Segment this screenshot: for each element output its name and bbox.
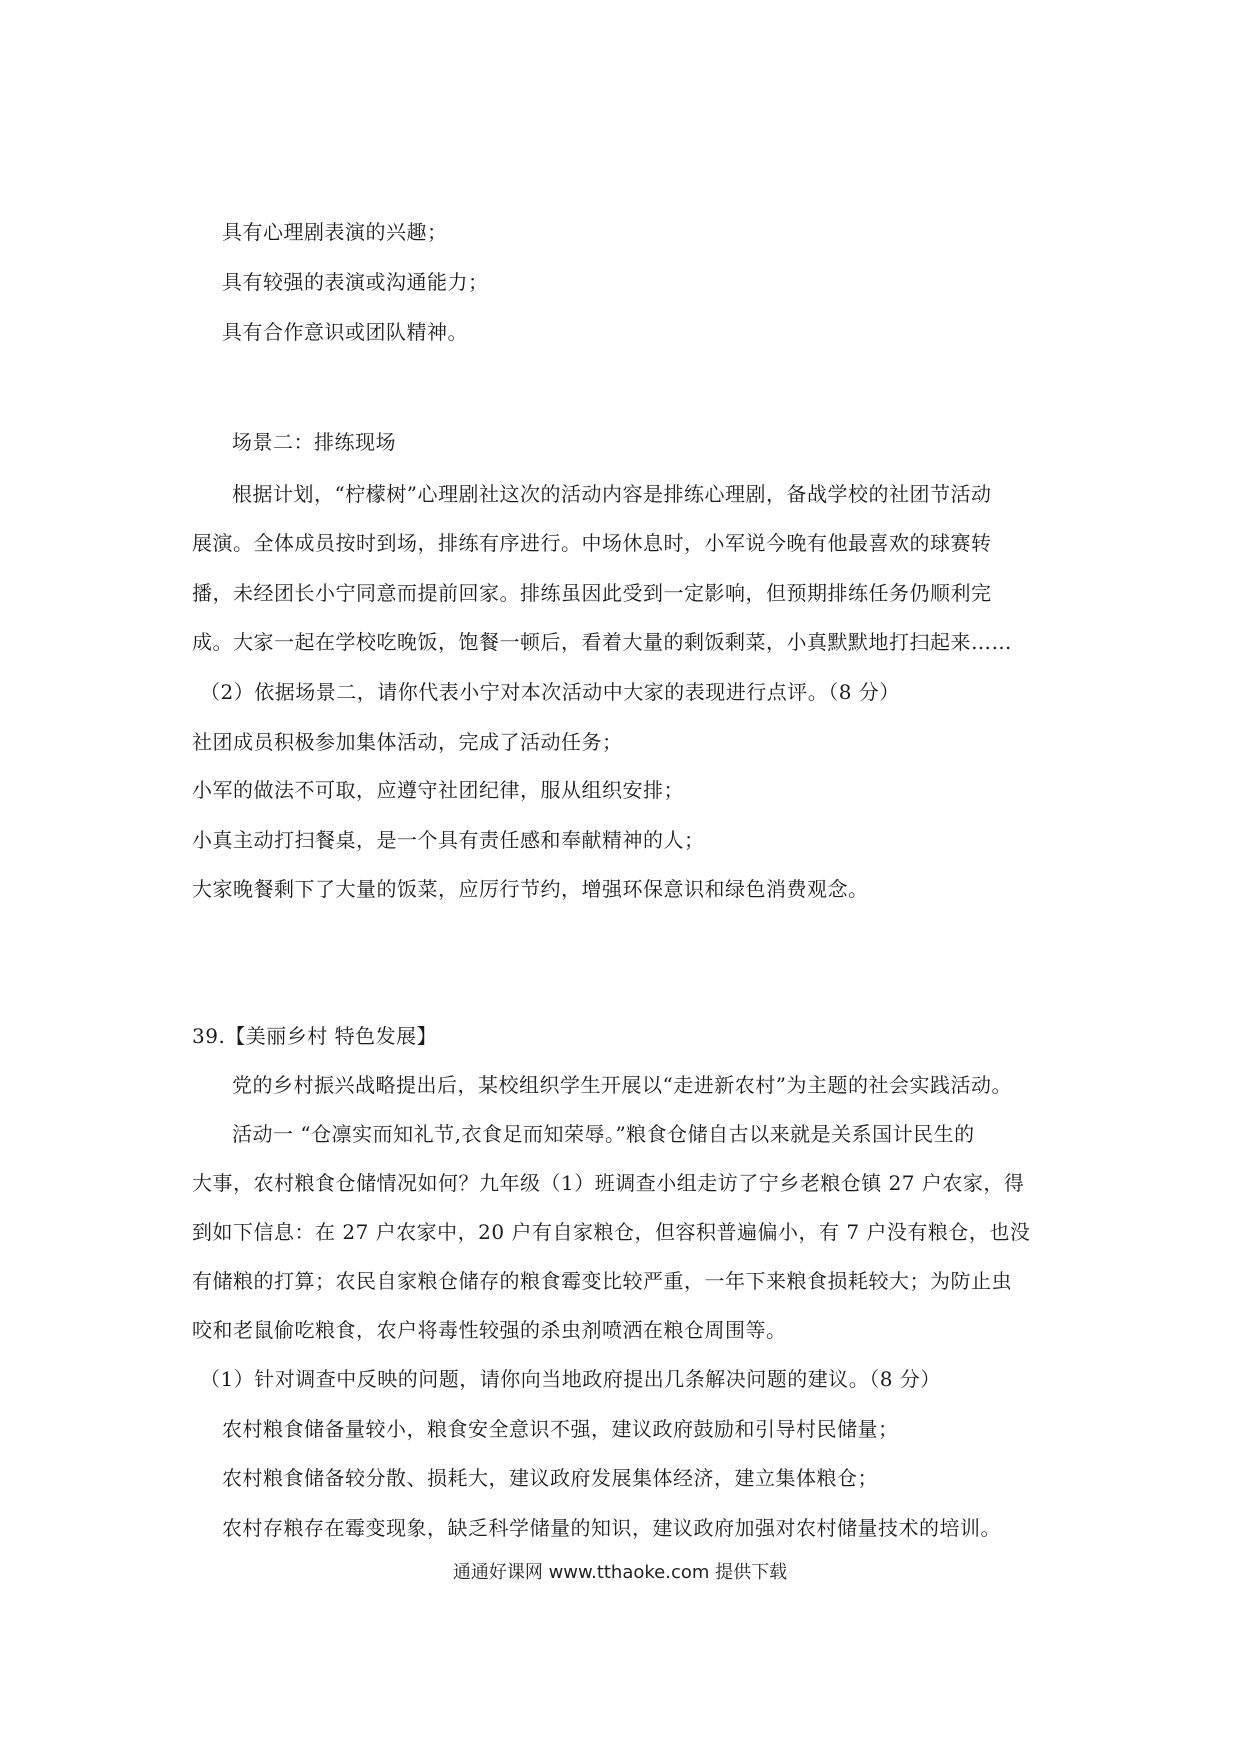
requirement-line: 具有较强的表演或沟通能力； bbox=[222, 270, 489, 294]
question-text: （2）依据场景二，请你代表小宁对本次活动中大家的表现进行点评。（8 分） bbox=[200, 680, 900, 704]
answer-line: 大家晚餐剩下了大量的饭菜，应厉行节约，增强环保意识和绿色消费观念。 bbox=[192, 877, 869, 901]
activity-line: 到如下信息：在 27 户农家中，20 户有自家粮仓，但容积普遍偏小，有 7 户没有粮仓，也没 bbox=[192, 1220, 1031, 1244]
scene-paragraph-line: 根据计划，“柠檬树”心理剧社这次的活动内容是排练心理剧，备战学校的社团节活动 bbox=[232, 482, 992, 506]
question-title: 39.【美丽乡村 特色发展】 bbox=[192, 1024, 438, 1048]
question-intro: 党的乡村振兴战略提出后，某校组织学生开展以“走进新农村”为主题的社会实践活动。 bbox=[232, 1073, 1012, 1097]
activity-line: 有储粮的打算；农民自家粮仓储存的粮食霉变比较严重，一年下来粮食损耗较大；为防止虫 bbox=[192, 1269, 1012, 1293]
answer-line: 社团成员积极参加集体活动，完成了活动任务； bbox=[192, 730, 623, 754]
requirement-line: 具有合作意识或团队精神。 bbox=[222, 320, 468, 344]
answer-line: 小军的做法不可取，应遵守社团纪律，服从组织安排； bbox=[192, 778, 684, 802]
activity-line: 活动一 “仓凛实而知礼节,衣食足而知荣辱。”粮食仓储自古以来就是关系国计民生的 bbox=[232, 1122, 975, 1146]
requirement-line: 具有心理剧表演的兴趣； bbox=[222, 220, 448, 244]
page-footer: 通通好课网 www.tthaoke.com 提供下载 bbox=[452, 1562, 788, 1583]
activity-line: 大事，农村粮食仓储情况如何？九年级（1）班调查小组走访了宁乡老粮仓镇 27 户农家，得 bbox=[192, 1171, 1025, 1195]
answer-line: 小真主动打扫餐桌，是一个具有责任感和奉献精神的人； bbox=[192, 828, 705, 852]
question-text: （1）针对调查中反映的问题，请你向当地政府提出几条解决问题的建议。（8 分） bbox=[200, 1367, 941, 1391]
scene-heading: 场景二：排练现场 bbox=[232, 430, 396, 454]
answer-line: 农村粮食储备量较小，粮食安全意识不强，建议政府鼓励和引导村民储量； bbox=[222, 1417, 899, 1441]
answer-line: 农村粮食储备较分散、损耗大，建议政府发展集体经济，建立集体粮仓； bbox=[222, 1466, 878, 1490]
scene-paragraph-line: 展演。全体成员按时到场，排练有序进行。中场休息时，小军说今晚有他最喜欢的球赛转 bbox=[192, 531, 992, 555]
scene-paragraph-line: 播，未经团长小宁同意而提前回家。排练虽因此受到一定影响，但预期排练任务仍顺利完 bbox=[192, 581, 992, 605]
scene-paragraph-line: 成。大家一起在学校吃晚饭，饱餐一顿后，看着大量的剩饭剩菜，小真默默地打扫起来…… bbox=[192, 630, 1012, 654]
activity-line: 咬和老鼠偷吃粮食，农户将毒性较强的杀虫剂喷洒在粮仓周围等。 bbox=[192, 1318, 787, 1342]
answer-line: 农村存粮存在霉变现象，缺乏科学储量的知识，建议政府加强对农村储量技术的培训。 bbox=[222, 1516, 1001, 1540]
